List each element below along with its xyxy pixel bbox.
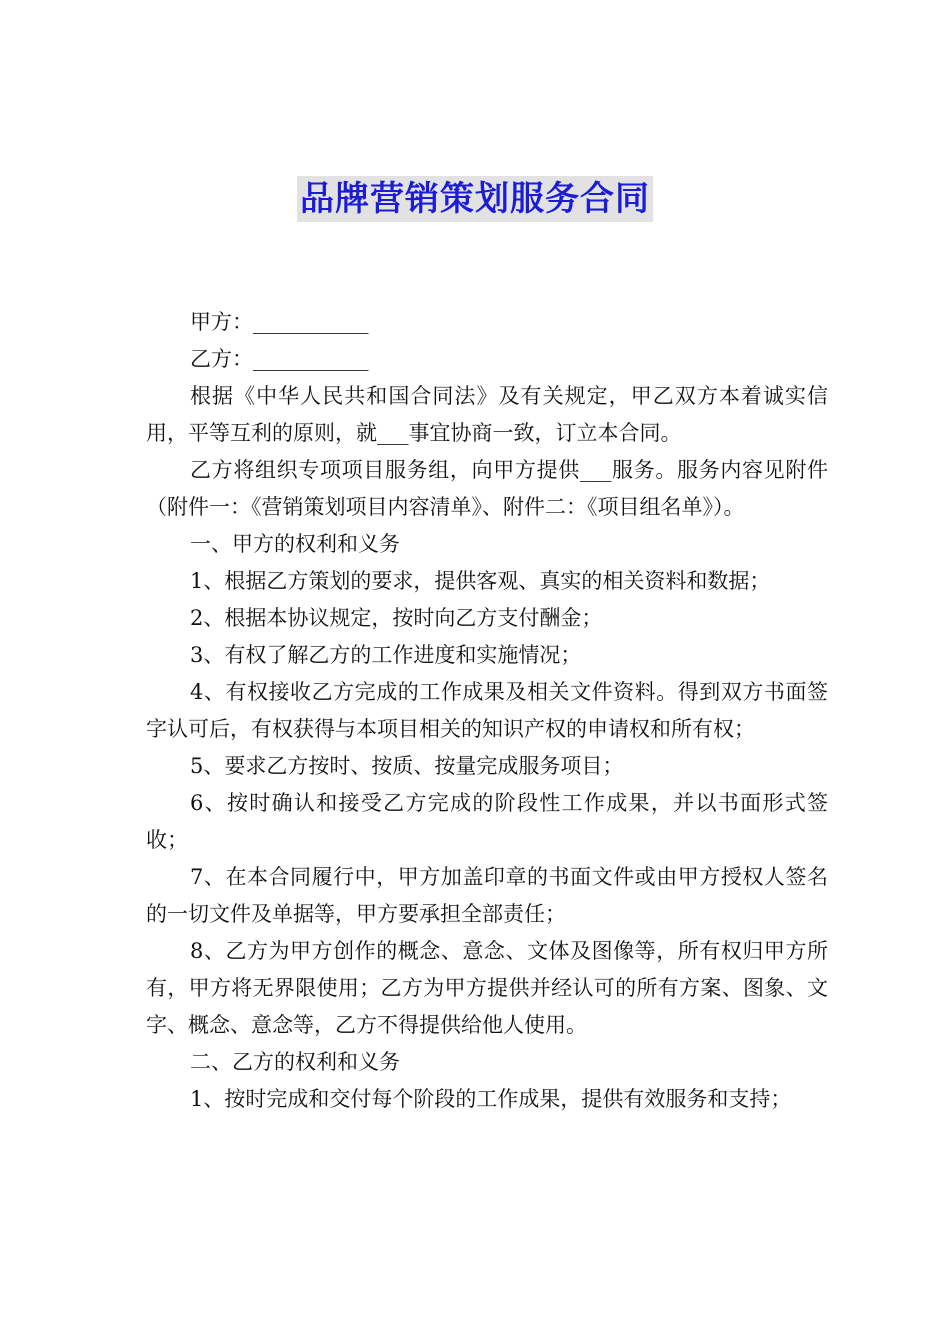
title-container <box>0 176 950 222</box>
clause-a-2: 2、根据本协议规定，按时向乙方支付酬金； <box>190 606 603 630</box>
section-heading-party-a: 一、甲方的权利和义务 <box>190 532 400 556</box>
clause-a-4: 4、有权接收乙方完成的工作成果及相关文件资料。得到双方书面签字认可后，有权获得与本项目相关的知识产权的申请权和所有权； <box>146 680 828 741</box>
party-b-line: 乙方：___________ <box>190 347 369 371</box>
clause-a-3: 3、有权了解乙方的工作进度和实施情况； <box>190 643 582 667</box>
clause-b-1: 1、按时完成和交付每个阶段的工作成果，提供有效服务和支持； <box>190 1087 792 1111</box>
party-a-line: 甲方：___________ <box>190 310 369 334</box>
clause-a-7: 7、在本合同履行中，甲方加盖印章的书面文件或由甲方授权人签名的一切文件及单据等，甲方要承担全部责任； <box>146 865 828 926</box>
service-paragraph: 乙方将组织专项项目服务组，向甲方提供___服务。服务内容见附件（附件一：《营销策划项目内容清单》、附件二：《项目组名单》）。 <box>146 458 828 519</box>
clause-a-1: 1、根据乙方策划的要求，提供客观、真实的相关资料和数据； <box>190 569 771 593</box>
clause-a-5: 5、要求乙方按时、按质、按量完成服务项目； <box>190 754 624 778</box>
section-heading-party-b: 二、乙方的权利和义务 <box>190 1050 400 1074</box>
clause-a-6: 6、按时确认和接受乙方完成的阶段性工作成果，并以书面形式签收； <box>146 791 828 852</box>
clause-a-8: 8、乙方为甲方创作的概念、意念、文体及图像等，所有权归甲方所有，甲方将无界限使用；乙方为甲方提供并经认可的所有方案、图象、文字、概念、意念等，乙方不得提供给他人使用。 <box>146 939 828 1037</box>
preamble-paragraph: 根据《中华人民共和国合同法》及有关规定，甲乙双方本着诚实信用，平等互利的原则，就___事宜协商一致，订立本合同。 <box>146 384 828 445</box>
document-body <box>146 304 828 1118</box>
document-title: 品牌营销策划服务合同 <box>297 176 653 222</box>
